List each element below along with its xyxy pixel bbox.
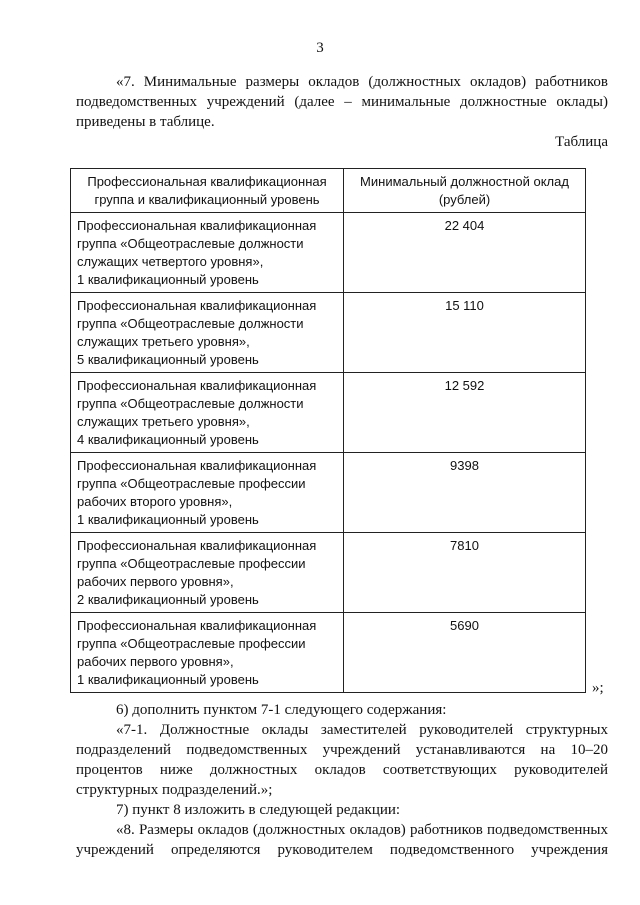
header-line: Минимальный должностной оклад xyxy=(360,174,569,189)
cell-line: служащих четвертого уровня», xyxy=(77,254,264,269)
cell-line: Профессиональная квалификационная xyxy=(77,538,317,553)
group-cell xyxy=(71,453,344,533)
cell-line: рабочих второго уровня», xyxy=(77,494,233,509)
cell-line: группа «Общеотраслевые должности xyxy=(77,396,304,411)
header-salary xyxy=(344,169,586,213)
cell-line: 4 квалификационный уровень xyxy=(77,432,259,447)
table-row xyxy=(71,293,586,373)
text-line: 7) пункт 8 изложить в следующей редакции: xyxy=(116,802,401,818)
cell-line: группа «Общеотраслевые профессии xyxy=(77,556,306,571)
closing-quote: »; xyxy=(592,680,604,696)
table-row xyxy=(71,213,586,293)
cell-line: Профессиональная квалификационная xyxy=(77,218,317,233)
cell-line: рабочих первого уровня», xyxy=(77,574,234,589)
group-cell xyxy=(71,373,344,453)
text-line: процентов ниже должностных окладов соответствующих руководителей xyxy=(76,762,608,778)
page-number: 3 xyxy=(316,40,324,56)
group-cell xyxy=(71,213,344,293)
cell-line: 1 квалификационный уровень xyxy=(77,272,259,287)
text-line: «7-1. Должностные оклады заместителей руководителей структурных xyxy=(116,722,608,738)
group-cell xyxy=(71,613,344,693)
cell-line: 1 квалификационный уровень xyxy=(77,512,259,527)
cell-line: Профессиональная квалификационная xyxy=(77,618,317,633)
text-line: подведомственных учреждений (далее – минимальные должностные оклады) xyxy=(76,94,608,110)
cell-line: группа «Общеотраслевые должности xyxy=(77,316,304,331)
intro-paragraph xyxy=(76,72,608,132)
cell-line: служащих третьего уровня», xyxy=(77,414,250,429)
salary-table xyxy=(70,168,586,693)
cell-line: Профессиональная квалификационная xyxy=(77,458,317,473)
text-line: 6) дополнить пунктом 7-1 следующего содержания: xyxy=(116,702,447,718)
header-group xyxy=(71,169,344,213)
text-line: приведены в таблице. xyxy=(76,114,215,130)
salary-cell: 12 592 xyxy=(344,373,586,453)
salary-cell: 9398 xyxy=(344,453,586,533)
table-row xyxy=(71,613,586,693)
cell-line: 1 квалификационный уровень xyxy=(77,672,259,687)
cell-line: рабочих первого уровня», xyxy=(77,654,234,669)
cell-line: Профессиональная квалификационная xyxy=(77,378,317,393)
text-line: «8. Размеры окладов (должностных окладов) работников подведомственных xyxy=(116,822,608,838)
salary-cell: 5690 xyxy=(344,613,586,693)
header-line: группа и квалификационный уровень xyxy=(94,192,320,207)
text-line: подразделений подведомственных учреждений устанавливаются на 10–20 xyxy=(76,742,608,758)
table-row xyxy=(71,373,586,453)
cell-line: группа «Общеотраслевые профессии xyxy=(77,636,306,651)
header-line: Профессиональная квалификационная xyxy=(87,174,327,189)
table-row xyxy=(71,533,586,613)
text-line: «7. Минимальные размеры окладов (должностных окладов) работников xyxy=(116,74,608,90)
salary-cell: 22 404 xyxy=(344,213,586,293)
group-cell xyxy=(71,293,344,373)
table-row xyxy=(71,453,586,533)
cell-line: 5 квалификационный уровень xyxy=(77,352,259,367)
salary-cell: 7810 xyxy=(344,533,586,613)
amendment-text xyxy=(76,700,608,860)
cell-line: группа «Общеотраслевые профессии xyxy=(77,476,306,491)
group-cell xyxy=(71,533,344,613)
table-header-row xyxy=(71,169,586,213)
text-line: структурных подразделений.»; xyxy=(76,782,273,798)
salary-cell: 15 110 xyxy=(344,293,586,373)
header-line: (рублей) xyxy=(438,192,491,207)
cell-line: служащих третьего уровня», xyxy=(77,334,250,349)
cell-line: группа «Общеотраслевые должности xyxy=(77,236,304,251)
table-caption: Таблица xyxy=(555,134,608,150)
cell-line: 2 квалификационный уровень xyxy=(77,592,259,607)
cell-line: Профессиональная квалификационная xyxy=(77,298,317,313)
text-line: учреждений определяются руководителем подведомственного учреждения xyxy=(76,842,608,858)
